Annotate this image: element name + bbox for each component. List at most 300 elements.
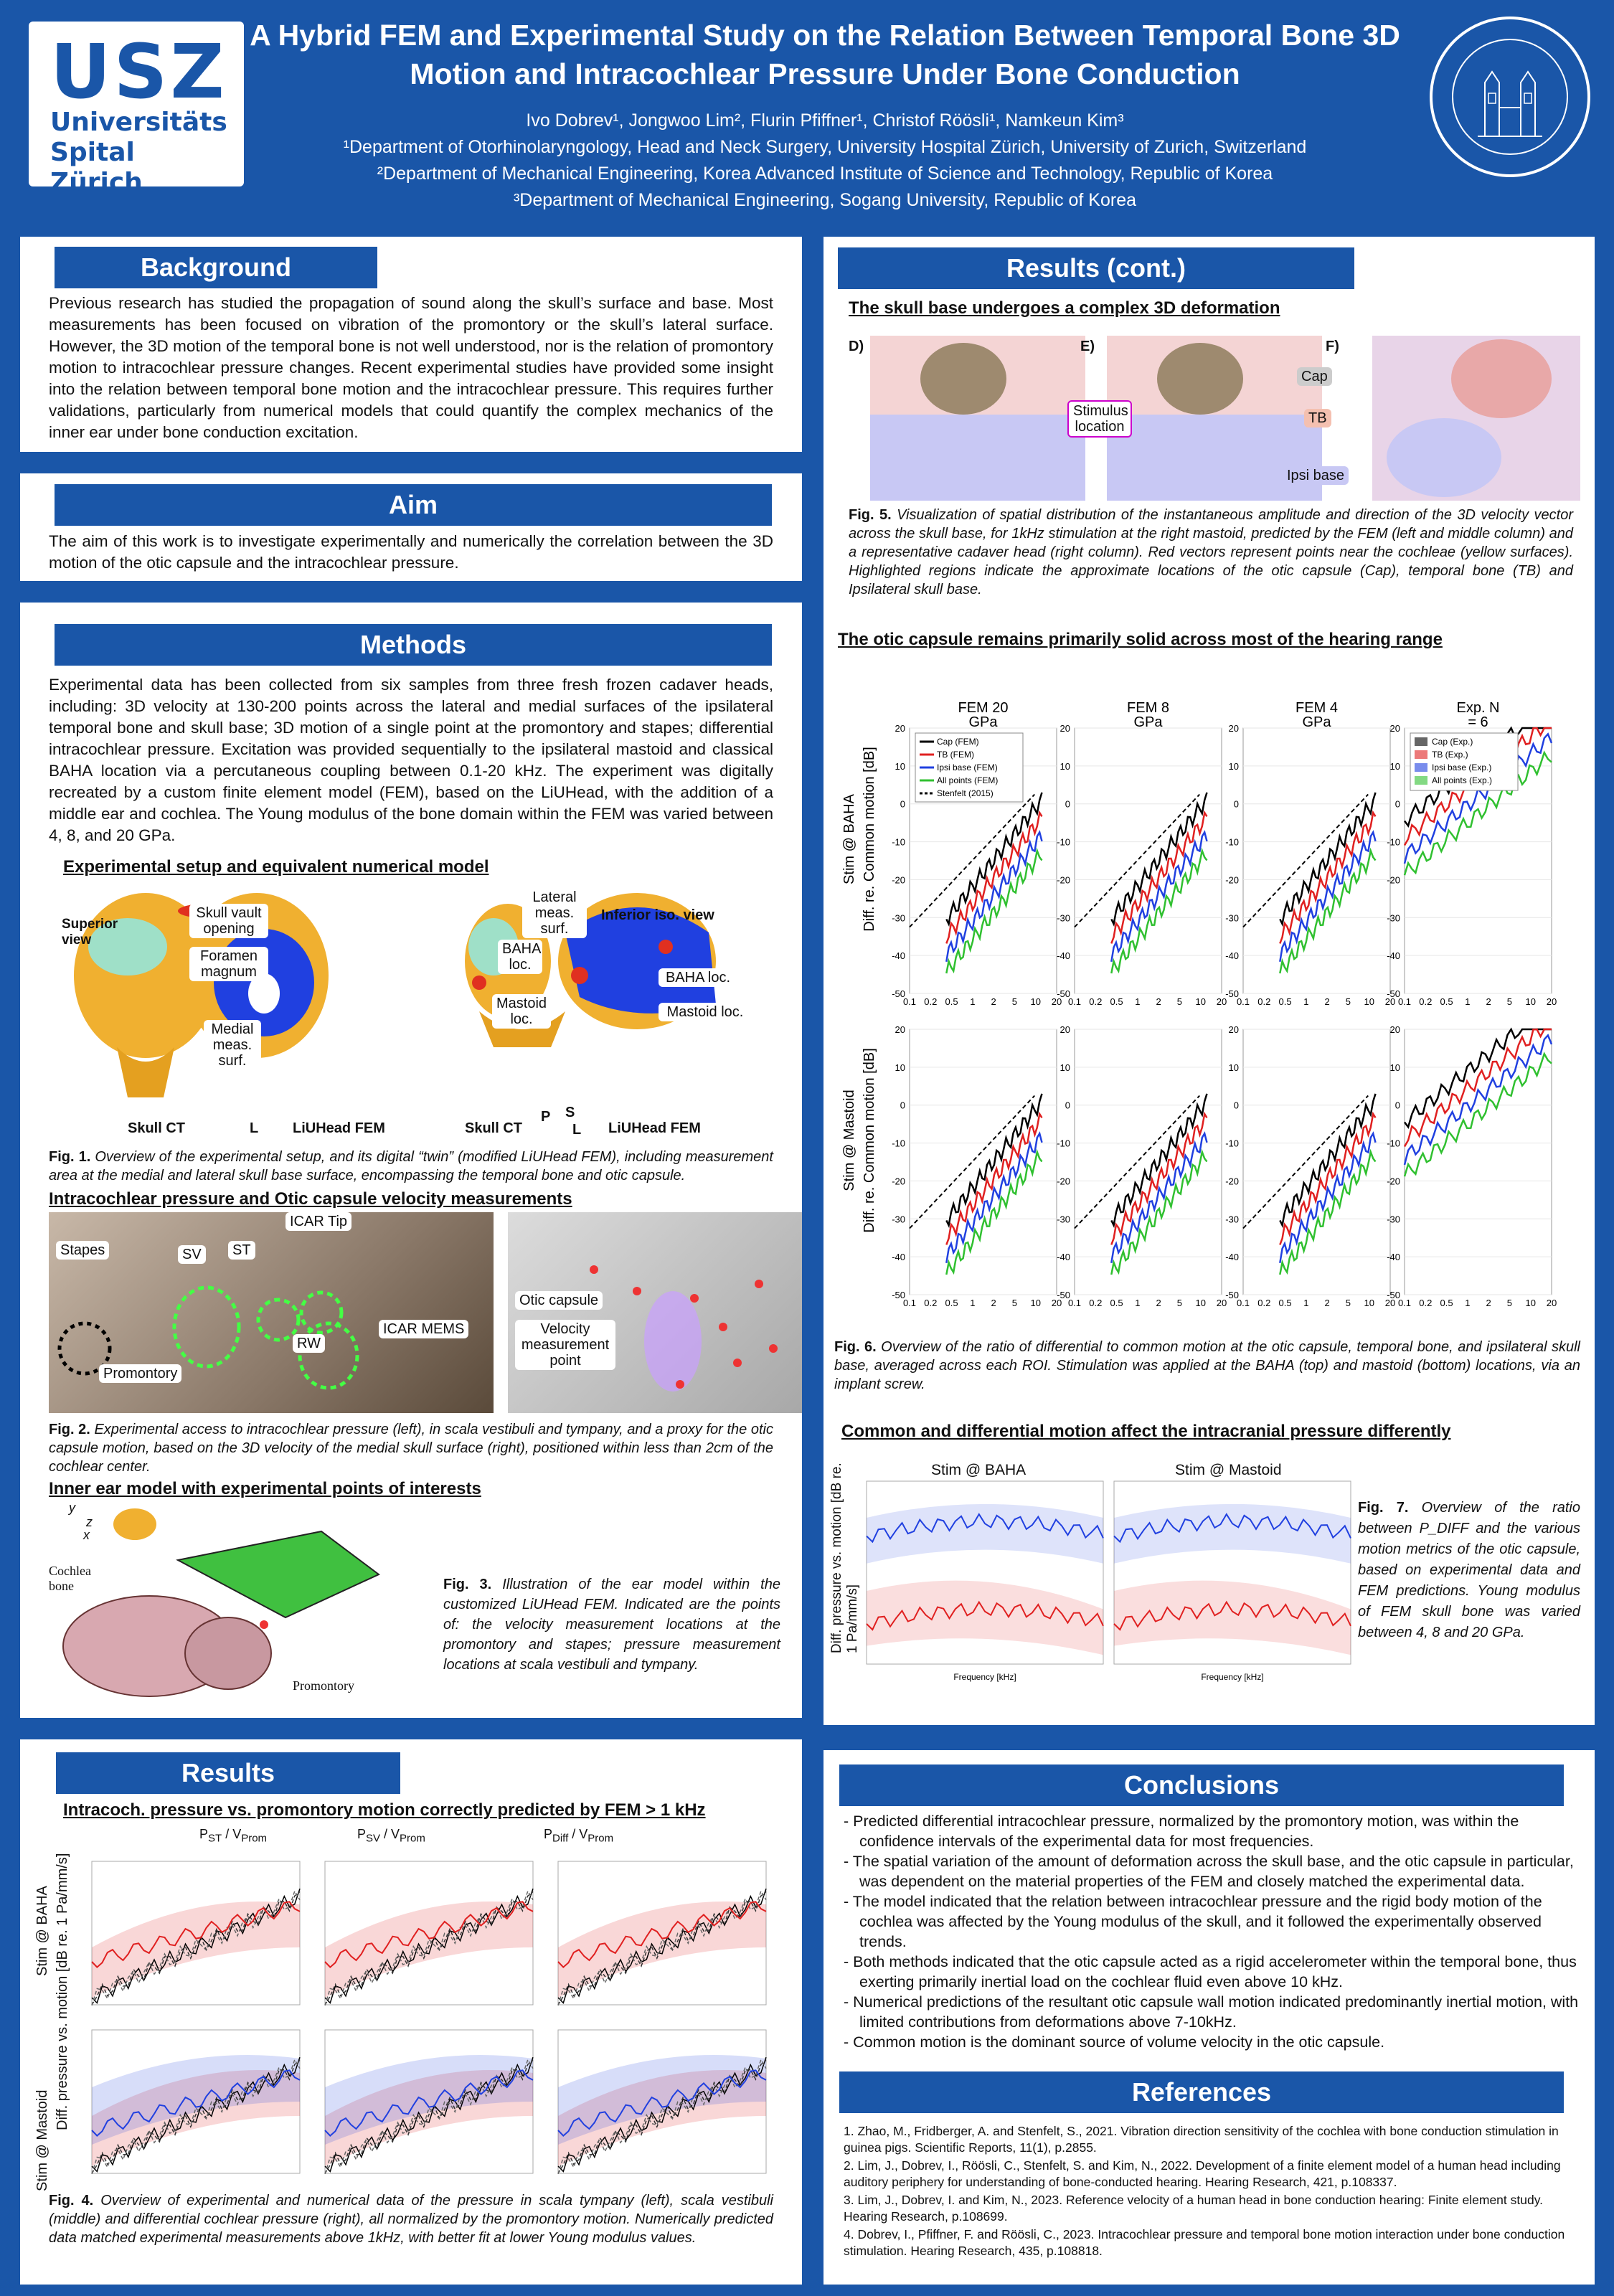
fig6-ytick: -10: [892, 1138, 905, 1149]
fig6-xtick: 10: [1030, 996, 1041, 1007]
fig6-ytick: -50: [1225, 988, 1239, 999]
fig1-superior-label: Superior view: [62, 917, 118, 948]
reference-item: 4. Dobrev, I., Pfiffner, F. and Röösli, C., 2023. Intracochlear pressure and temporal bone motion interaction under bone conduction stimulation. Hearing Research, 435, p.108818.: [844, 2227, 1565, 2258]
fig6-xtick: 2: [1156, 1298, 1161, 1308]
fig6-xtick: 0.2: [1089, 1298, 1103, 1308]
conclusion-item: - Common motion is the dominant source of volume velocity in the otic capsule.: [844, 2033, 1385, 2051]
fig6-ytick: -40: [1387, 1252, 1400, 1263]
fig6-ytick: -10: [1387, 836, 1400, 848]
fig6-xtick: 2: [1324, 1298, 1330, 1308]
fig7-xlabel: Frequency [kHz]: [953, 1672, 1016, 1682]
fig6-xtick: 2: [1486, 1298, 1491, 1308]
fig2-icar-mems-label: ICAR MEMS: [379, 1320, 468, 1338]
fig6-ytick: 0: [1065, 1100, 1070, 1111]
fig7-subplot: [867, 1481, 1103, 1682]
fig6-xtick: 5: [1506, 1298, 1513, 1308]
university-seal-icon: [1427, 14, 1592, 179]
fig2-promontory-label: Promontory: [99, 1364, 181, 1383]
fig1-axis-s: S: [565, 1105, 575, 1120]
fig6-xtick: 2: [1486, 996, 1491, 1007]
fig4-subplot: [558, 2030, 766, 2174]
fig6-xtick: 2: [991, 996, 996, 1007]
fig6-xtick: 1: [970, 1298, 976, 1308]
fig2-caption-label: Fig. 2.: [49, 1422, 90, 1437]
fig1-subheading: Experimental setup and equivalent numerical model: [63, 857, 489, 877]
fig1-lateral-label: Lateral meas. surf.: [522, 888, 587, 938]
fig6-xtick: 0.5: [1440, 996, 1453, 1007]
fig7-chart-pair: [867, 1481, 1354, 1696]
fig6-row2-label: Stim @ Mastoid: [841, 1090, 857, 1191]
fig6-legend-swatch: [1415, 750, 1427, 759]
fig6-xtick: 0.1: [902, 996, 917, 1007]
logo-main-text: USZ: [50, 28, 227, 115]
fig6-xtick: 20: [1216, 996, 1227, 1007]
conclusion-item: - The model indicated that the relation between intracochlear pressure and the rigid body motion of the cochlea was affected by the Young modulus of the skull, and it followed the experimentally observed trends.: [844, 1893, 1542, 1950]
fig6-xtick: 0.2: [1419, 1298, 1433, 1308]
fig6-ytick: -30: [1057, 1214, 1070, 1225]
fig4-subplot: [92, 1861, 300, 2006]
fig4-subplot: [92, 2030, 300, 2174]
authors-block: [244, 108, 1406, 214]
fig5-caption: [849, 506, 1573, 599]
fig6-xtick: 0.1: [1067, 996, 1082, 1007]
background-heading: Background: [55, 247, 377, 288]
fig6-ytick: -20: [1225, 874, 1239, 886]
fig7-caption: [1358, 1498, 1580, 1643]
fig6-row1-label: Stim @ BAHA: [841, 794, 857, 884]
fig6-xtick: 1: [1303, 1298, 1309, 1308]
results-heading: Results: [56, 1752, 400, 1794]
fig6-ytick: 20: [1389, 723, 1400, 734]
fig6-subplot: [1384, 1024, 1557, 1308]
fig6-legend-swatch: [1415, 763, 1427, 772]
fig4-col1-p: P: [199, 1827, 209, 1841]
fig4-col3-p-sub: Diff: [552, 1832, 569, 1845]
fig4-col2-p: P: [357, 1827, 367, 1841]
fig1-skull-ct-label: Skull CT: [128, 1120, 186, 1136]
fig4-col3-title: [544, 1827, 613, 1845]
affiliation-1: ¹Department of Otorhinolaryngology, Head and Neck Surgery, University Hospital Zürich, University of Zurich, Switzerland: [343, 137, 1307, 157]
fig1-caption-text: Overview of the experimental setup, and its digital “twin” (modified LiUHead FEM), including measurement area at the medial and lateral skull base surface, encompassing the temporal bone and otic capsule.: [49, 1149, 773, 1184]
fig6-caption-label: Fig. 6.: [834, 1339, 877, 1355]
fig2-caption: [49, 1420, 773, 1476]
fig6-ytick: 10: [1228, 760, 1239, 772]
fig1-medial-label: Medial meas. surf.: [204, 1020, 261, 1070]
fig6-col-title: FEM 20: [958, 700, 1009, 716]
fig6-xtick: 2: [1324, 996, 1330, 1007]
fig5-ipsi-label: Ipsi base: [1283, 466, 1349, 485]
background-text: Previous research has studied the propagation of sound along the skull’s surface and base. Most measurements has been focused on vibration of the promontory or the skull’s lateral surface. However, the 3D motion of the temporal bone is not well understood, nor is the relation of promontory motion to intracochlear pressure changes. Recent experimental studies have provided some insight into the relation between temporal bone motion and the intracochlear pressure. This requires further validations, particularly from numerical models that could quantify the complex mechanics of the inner ear under bone conduction excitation.: [49, 294, 773, 441]
fig6-xtick: 0.5: [1110, 1298, 1123, 1308]
fig6-ytick: -50: [1057, 988, 1070, 999]
fig3-subheading: Inner ear model with experimental points of interests: [49, 1479, 481, 1498]
fig6-xtick: 5: [1506, 996, 1513, 1007]
fig1-baha2-label: BAHA loc.: [659, 968, 737, 987]
fig6-subheading: The otic capsule remains primarily solid across most of the hearing range: [838, 630, 1443, 649]
methods-text: Experimental data has been collected from six samples from three fresh frozen cadaver heads, including: 3D velocity at 130-200 points across the lateral and medial surfaces of the ipsilateral temporal bone and skull base; 3D motion of a single point at the promontory and stapes; differential intracochlear pressure. Excitation was provided sequentially to the ipsilateral mastoid and classical BAHA location via a percutaneous coupling between 0.1-20 kHz. The experiment was digitally recreated by a custom finite element model (FEM), based on the LiUHead, with the addition of a middle ear and cochlea. The Young modulus of the bone domain within the FEM was varied between 4, 8, and 20 GPa.: [49, 676, 773, 844]
fig6-xtick: 10: [1364, 1298, 1374, 1308]
fig2-velocity-label: Velocity measurement point: [515, 1320, 615, 1370]
fig6-ytick: 20: [1389, 1024, 1400, 1035]
fig6-xtick: 0.2: [1257, 1298, 1271, 1308]
fig6-col-title-2: = 6: [1468, 714, 1488, 730]
fig1-mastoid-label: Mastoid loc.: [492, 994, 551, 1029]
fig3-cochlea-label: Cochlea bone: [49, 1564, 91, 1593]
fig5-caption-label: Fig. 5.: [849, 507, 892, 523]
reference-item: 1. Zhao, M., Fridberger, A. and Stenfelt, S., 2021. Vibration direction sensitivity of the cochlea with bone conduction stimulation in guinea pigs. Scientific Reports, 11(1), p.2855.: [844, 2124, 1559, 2155]
results-subheading: Intracoch. pressure vs. promontory motion correctly predicted by FEM > 1 kHz: [63, 1800, 706, 1820]
fig6-xtick: 0.2: [1419, 996, 1433, 1007]
results-cont-heading: Results (cont.): [838, 247, 1354, 289]
fig6-legend-label: Ipsi base (FEM): [937, 762, 998, 773]
fig1-mastoid2-label: Mastoid loc.: [659, 1003, 752, 1021]
fig6-ytick: -30: [892, 1214, 905, 1225]
fig7-subplot: [1114, 1481, 1351, 1682]
fig6-ytick: -50: [1387, 1290, 1400, 1300]
fig6-ytick: 10: [1389, 760, 1400, 772]
affiliation-3: ³Department of Mechanical Engineering, Sogang University, Republic of Korea: [513, 190, 1137, 210]
fig6-xtick: 0.2: [1089, 996, 1103, 1007]
fig6-legend-label: Ipsi base (Exp.): [1432, 762, 1492, 773]
fig6-xtick: 20: [1216, 1298, 1227, 1308]
fig6-legend-label: All points (Exp.): [1432, 775, 1493, 785]
fig6-ytick: -20: [1387, 874, 1400, 886]
fig6-ytick: 20: [895, 1024, 905, 1035]
references-panel: [823, 2066, 1595, 2285]
fig5-skull-base-vectors: [870, 336, 1580, 501]
fig6-ytick: -30: [1057, 912, 1070, 924]
authors: Ivo Dobrev¹, Jongwoo Lim², Flurin Pfiffner¹, Christof Röösli¹, Namkeun Kim³: [526, 110, 1124, 131]
fig2-sv-label: SV: [178, 1245, 206, 1264]
fig6-ytick: -20: [1387, 1176, 1400, 1187]
conclusions-list: [838, 1811, 1584, 2052]
fig6-ytick: -10: [1057, 1138, 1070, 1149]
fig3-axis-x: x: [83, 1528, 90, 1542]
fig6-xtick: 1: [1465, 1298, 1471, 1308]
fig6-ytick: -20: [1225, 1176, 1239, 1187]
fig6-xtick: 1: [970, 996, 976, 1007]
fig4-subplot: [325, 1861, 533, 2006]
results-cont-panel: [823, 237, 1595, 1725]
fig4-col3-p: P: [544, 1827, 553, 1841]
fig5-subheading: The skull base undergoes a complex 3D deformation: [849, 298, 1280, 318]
fig6-subplot: [1225, 700, 1395, 1007]
fig6-xtick: 20: [1051, 996, 1062, 1007]
conclusion-item: - Numerical predictions of the resultant otic capsule wall motion indicated predominantly inertial motion, with limited contributions from deformations above 7-10kHz.: [844, 1993, 1579, 2031]
fig2-icar-tip-label: ICAR Tip: [285, 1212, 351, 1231]
fig7-title-mastoid: Stim @ Mastoid: [1175, 1462, 1282, 1478]
fig6-xtick: 1: [1465, 996, 1471, 1007]
fig5-panel-d: D): [849, 339, 864, 354]
fig4-chart-grid: [85, 1847, 780, 2184]
fig6-ytick: -40: [1057, 950, 1070, 962]
fig6-ytick: -40: [892, 1252, 905, 1263]
fig1-skull-ct2-label: Skull CT: [465, 1120, 523, 1136]
fig4-col3-v: / V: [568, 1827, 588, 1841]
fig6-subplot: [1057, 700, 1227, 1007]
fig6-xtick: 10: [1525, 996, 1536, 1007]
fig2-caption-text: Experimental access to intracochlear pressure (left), in scala vestibuli and tympany, and a proxy for the otic capsule motion, based on the 3D velocity of the medial skull surface (right), positioned within less than 2cm of the cochlear center.: [49, 1422, 773, 1475]
fig6-legend-label: All points (FEM): [937, 775, 999, 785]
fig6-ytick: -20: [892, 874, 905, 886]
affiliation-2: ²Department of Mechanical Engineering, Korea Advanced Institute of Science and Technology, Republic of Korea: [377, 164, 1273, 184]
fig4-row2-label: Stim @ Mastoid: [34, 2089, 50, 2191]
fig6-xtick: 0.1: [1236, 996, 1250, 1007]
fig6-xtick: 0.1: [902, 1298, 917, 1308]
aim-panel: [20, 473, 802, 581]
fig6-xtick: 0.1: [1397, 1298, 1412, 1308]
fig6-col-title-2: GPa: [1302, 714, 1331, 730]
fig6-xtick: 5: [1345, 1298, 1351, 1308]
fig1-baha-label: BAHA loc.: [498, 940, 542, 974]
fig6-legend-label: Cap (Exp.): [1432, 737, 1473, 747]
fig6-xtick: 0.5: [945, 1298, 958, 1308]
conclusions-heading: Conclusions: [839, 1764, 1564, 1806]
fig6-legend-label: TB (FEM): [937, 750, 974, 760]
fig3-caption-text: Illustration of the ear model within the customized LiUHead FEM. Indicated are the points of: the velocity measurement locations at the promontory and stapes; pressure measurement locations at scala vestibuli and tympany.: [443, 1577, 780, 1673]
fig6-legend-label: TB (Exp.): [1432, 750, 1468, 760]
fig4-caption: [49, 2191, 773, 2247]
fig6-xtick: 10: [1364, 996, 1374, 1007]
fig6-ytick: -40: [1225, 950, 1239, 962]
fig4-col3-v-sub: Prom: [587, 1832, 614, 1845]
fig6-ytick: 20: [895, 723, 905, 734]
fig6-ytick: 10: [1060, 760, 1070, 772]
background-panel: [20, 237, 802, 452]
fig6-xtick: 10: [1195, 1298, 1206, 1308]
fig6-caption-text: Overview of the ratio of differential to common motion at the otic capsule, temporal bone, and ipsilateral skull base, averaged across each ROI. Stimulation was applied at the BAHA (top) and mastoid (bottom) locations, via an implant screw.: [834, 1339, 1580, 1392]
fig6-ytick: -40: [892, 950, 905, 962]
fig6-ytick: 20: [1228, 1024, 1239, 1035]
fig6-ytick: 0: [900, 1100, 905, 1111]
fig7-ylabel: Diff. pressure vs. motion [dB re. 1 Pa/mm/s]: [829, 1463, 860, 1653]
fig6-ytick: -40: [1387, 950, 1400, 962]
fig6-legend-swatch: [1415, 737, 1427, 746]
fig6-xtick: 2: [991, 1298, 996, 1308]
fig6-ytick: 0: [1233, 798, 1239, 810]
logo-line1: Universitäts: [50, 108, 227, 137]
fig6-xtick: 20: [1546, 1298, 1557, 1308]
fig6-xtick: 1: [1135, 996, 1141, 1007]
conclusion-item: - Both methods indicated that the otic capsule acted as a rigid accelerometer within the temporal bone, thus exerting primarily inertial load on the cochlear fluid even above 10 kHz.: [844, 1953, 1577, 1990]
fig5-stimulus-label: Stimulus location: [1067, 400, 1132, 438]
fig3-axis-y: y: [69, 1501, 75, 1515]
fig4-col2-title: [357, 1827, 425, 1845]
fig4-caption-label: Fig. 4.: [49, 2193, 94, 2208]
fig6-xtick: 0.2: [924, 996, 938, 1007]
fig6-ytick: -50: [892, 1290, 905, 1300]
fig5-panel-e: E): [1080, 339, 1095, 354]
fig6-ytick: 20: [1228, 723, 1239, 734]
fig6-caption: [834, 1338, 1580, 1394]
fig6-ytick: -20: [1057, 874, 1070, 886]
fig6-ytick: -20: [1057, 1176, 1070, 1187]
fig6-xtick: 20: [1546, 996, 1557, 1007]
fig6-chart-grid: [838, 696, 1577, 1308]
fig6-ytick: -10: [892, 836, 905, 848]
fig6-subplot: [1057, 1024, 1227, 1308]
fig6-ytick: -10: [1057, 836, 1070, 848]
fig2-rw-label: RW: [293, 1334, 325, 1353]
fig6-ytick: -40: [1057, 1252, 1070, 1263]
fig1-inferior-label: Inferior iso. view: [601, 907, 714, 923]
fig6-ytick: 10: [895, 760, 905, 772]
fig6-xtick: 5: [1176, 996, 1183, 1007]
fig6-xtick: 10: [1195, 996, 1206, 1007]
fig6-ytick: -50: [1057, 1290, 1070, 1300]
fig4-col1-v-sub: Prom: [241, 1832, 268, 1845]
fig2-overlay: [49, 1212, 802, 1413]
title-line2: Motion and Intracochlear Pressure Under Bone Conduction: [410, 57, 1240, 90]
usz-logo: [29, 22, 244, 197]
fig6-ytick: -50: [892, 988, 905, 999]
fig6-legend-fem: [915, 733, 1023, 802]
fig1-liuhead-label: LiUHead FEM: [293, 1120, 385, 1136]
fig6-subplot: [1225, 1024, 1395, 1308]
fig6-ytick: 0: [1065, 798, 1070, 810]
fig2-stapes-label: Stapes: [56, 1241, 109, 1260]
fig4-col1-title: [199, 1827, 267, 1845]
fig6-ytick: 10: [895, 1062, 905, 1073]
references-heading: References: [839, 2071, 1564, 2113]
fig4-subplot: [325, 2030, 533, 2174]
fig5-caption-text: Visualization of spatial distribution of the instantaneous amplitude and direction of the 3D velocity vector across the skull base, for 1kHz stimulation at the right mastoid, predicted by the FEM (left and middle column) and a representative cadaver head (right column). Red vectors represent points near the cochleae (yellow surfaces). Highlighted regions indicate the approximate locations of the otic capsule (Cap), temporal bone (TB) and Ipsilateral skull base.: [849, 507, 1573, 597]
fig6-ytick: -50: [1387, 988, 1400, 999]
fig6-xtick: 20: [1384, 1298, 1396, 1308]
fig3-ear-model: [49, 1503, 422, 1711]
fig6-ytick: 20: [1060, 723, 1070, 734]
logo-line2: Spital Zürich: [50, 138, 143, 197]
fig6-ytick: 10: [1228, 1062, 1239, 1073]
fig5-panel-f: F): [1326, 339, 1339, 354]
fig1-caption: [49, 1148, 773, 1185]
references-list: [844, 2123, 1582, 2261]
fig7-title-baha: Stim @ BAHA: [931, 1462, 1027, 1478]
fig6-xtick: 0.5: [1278, 996, 1292, 1007]
fig4-col1-p-sub: ST: [208, 1832, 222, 1845]
fig4-row1-label: Stim @ BAHA: [34, 1886, 50, 1976]
title-line1: A Hybrid FEM and Experimental Study on the Relation Between Temporal Bone 3D: [250, 19, 1400, 52]
fig6-ytick: 0: [900, 798, 905, 810]
fig6-xtick: 0.2: [924, 1298, 938, 1308]
fig6-xtick: 5: [1345, 996, 1351, 1007]
fig1-axis-l2: L: [572, 1122, 582, 1138]
fig6-xtick: 0.5: [1110, 996, 1123, 1007]
fig1-foramen-label: Foramen magnum: [189, 947, 268, 981]
fig6-xtick: 5: [1176, 1298, 1183, 1308]
fig6-xtick: 10: [1030, 1298, 1041, 1308]
reference-item: 3. Lim, J., Dobrev, I. and Kim, N., 2023. Reference velocity of a human head in bone conduction hearing: Finite element study. Hearing Research, p.108699.: [844, 2193, 1544, 2224]
fig4-col2-p-sub: SV: [366, 1832, 381, 1845]
reference-item: 2. Lim, J., Dobrev, I., Röösli, C., Stenfelt, S. and Kim, N., 2022. Development of a finite element model of a human head including auditory periphery for understanding of bone-conducted hearing. Hearing Research, 421, p.108337.: [844, 2158, 1561, 2189]
fig6-ytick: -20: [892, 1176, 905, 1187]
conclusions-panel: [823, 1750, 1595, 2066]
fig6-xtick: 10: [1525, 1298, 1536, 1308]
fig3-promontory-label: Promontory: [293, 1678, 355, 1693]
fig3-axis-z: z: [86, 1515, 93, 1529]
fig6-ytick: 0: [1233, 1100, 1239, 1111]
fig4-col1-v: / V: [222, 1827, 242, 1841]
fig6-xtick: 1: [1135, 1298, 1141, 1308]
fig6-ytick: 0: [1394, 1100, 1400, 1111]
fig6-ylabel-2: Diff. re. Common motion [dB]: [862, 1048, 877, 1233]
fig6-ylabel: Diff. re. Common motion [dB]: [862, 747, 877, 932]
results-panel: [20, 1739, 802, 2285]
fig4-col2-v: / V: [380, 1827, 400, 1841]
fig6-legend-label: Cap (FEM): [937, 737, 979, 747]
fig6-xtick: 0.5: [1440, 1298, 1453, 1308]
fig4-subplot: [558, 1861, 766, 2006]
fig6-col-title: FEM 4: [1296, 700, 1338, 716]
fig6-ytick: -30: [892, 912, 905, 924]
fig6-col-title-2: GPa: [968, 714, 998, 730]
fig6-ytick: -30: [1225, 1214, 1239, 1225]
fig6-xtick: 0.2: [1257, 996, 1271, 1007]
fig7-xlabel: Frequency [kHz]: [1201, 1672, 1264, 1682]
fig6-ytick: -40: [1225, 1252, 1239, 1263]
fig1-liuhead2-label: LiUHead FEM: [608, 1120, 701, 1136]
fig5-cap-label: Cap: [1297, 367, 1332, 386]
fig6-ytick: -10: [1387, 1138, 1400, 1149]
methods-heading: Methods: [55, 624, 772, 666]
fig6-ytick: -30: [1387, 912, 1400, 924]
fig6-col-title: Exp. N: [1456, 700, 1500, 716]
fig2-st-label: ST: [228, 1241, 255, 1260]
fig6-xtick: 5: [1011, 1298, 1018, 1308]
fig6-xtick: 20: [1051, 1298, 1062, 1308]
fig6-ytick: 10: [1060, 1062, 1070, 1073]
fig6-xtick: 0.1: [1397, 996, 1412, 1007]
fig2-subheading: Intracochlear pressure and Otic capsule velocity measurements: [49, 1189, 572, 1209]
fig6-xtick: 0.1: [1236, 1298, 1250, 1308]
methods-panel: [20, 603, 802, 1718]
fig6-xtick: 2: [1156, 996, 1161, 1007]
aim-text: The aim of this work is to investigate experimentally and numerically the correlation between the 3D motion of the otic capsule and the intracochlear pressure.: [49, 532, 773, 572]
poster-title: [244, 16, 1406, 93]
aim-heading: Aim: [55, 484, 772, 526]
fig6-ytick: -10: [1225, 1138, 1239, 1149]
fig6-ytick: -10: [1225, 836, 1239, 848]
fig1-caption-label: Fig. 1.: [49, 1149, 91, 1165]
fig6-col-title: FEM 8: [1127, 700, 1169, 716]
fig6-xtick: 20: [1384, 996, 1396, 1007]
fig7-caption-label: Fig. 7.: [1358, 1500, 1409, 1516]
fig4-ylabel: Diff. pressure vs. motion [dB re. 1 Pa/mm/s]: [55, 1853, 70, 2130]
fig6-ytick: 0: [1394, 798, 1400, 810]
fig6-xtick: 0.5: [1278, 1298, 1292, 1308]
fig7-subheading: Common and differential motion affect the intracranial pressure differently: [841, 1422, 1451, 1441]
fig6-ytick: -50: [1225, 1290, 1239, 1300]
fig6-ytick: 20: [1060, 1024, 1070, 1035]
fig6-xtick: 0.5: [945, 996, 958, 1007]
fig7-caption-text: Overview of the ratio between P_DIFF and the various motion metrics of the otic capsule, based on experimental data and FEM predictions. Young modulus of FEM skull bone was varied between 4, 8 and 20 GPa.: [1358, 1500, 1580, 1640]
fig6-ytick: -30: [1387, 1214, 1400, 1225]
fig5-tb-label: TB: [1304, 409, 1331, 427]
fig6-xtick: 1: [1303, 996, 1309, 1007]
poster-header: [0, 0, 1614, 230]
fig3-caption: [443, 1574, 780, 1675]
fig2-otic-label: Otic capsule: [515, 1291, 603, 1310]
fig6-ytick: 10: [1389, 1062, 1400, 1073]
conclusion-item: - Predicted differential intracochlear pressure, normalized by the promontory motion, was within the confidence intervals of the experimental data for most frequencies.: [844, 1813, 1519, 1850]
fig6-legend-label: Stenfelt (2015): [937, 788, 994, 798]
fig4-col2-v-sub: Prom: [400, 1832, 425, 1845]
fig6-xtick: 5: [1011, 996, 1018, 1007]
fig1-axis-l: L: [250, 1120, 259, 1136]
fig6-legend-swatch: [1415, 776, 1427, 785]
fig6-xtick: 0.1: [1067, 1298, 1082, 1308]
fig6-ytick: -30: [1225, 912, 1239, 924]
